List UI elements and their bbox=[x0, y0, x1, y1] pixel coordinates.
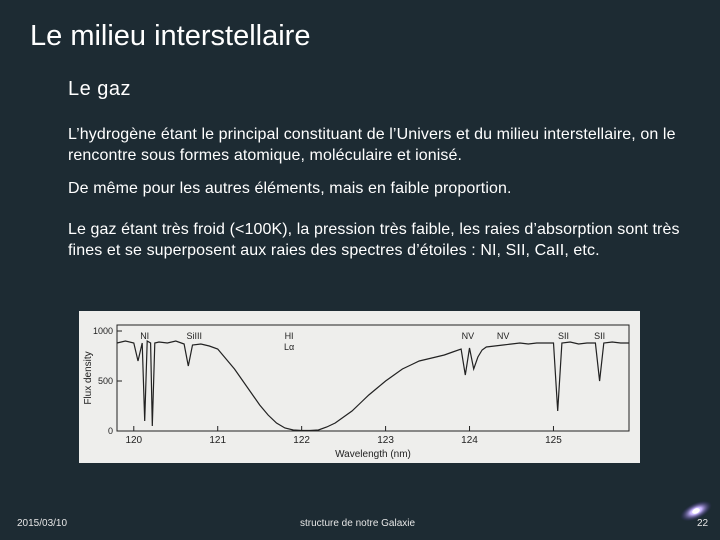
line-annotation: Lα bbox=[283, 342, 295, 352]
spectrum-figure bbox=[79, 311, 640, 463]
paragraph-other-elements: De même pour les autres éléments, mais en faible proportion. bbox=[68, 180, 512, 197]
footer-date: 2015/03/10 bbox=[17, 518, 68, 529]
line-annotation: SII bbox=[594, 331, 606, 341]
galaxy-icon bbox=[678, 497, 714, 525]
line-annotation: HI bbox=[284, 331, 294, 341]
spectrum-chart bbox=[79, 311, 640, 463]
line-annotation: NV bbox=[461, 331, 475, 341]
y-tick-label: 1000 bbox=[92, 326, 113, 336]
line-annotation: NI bbox=[140, 331, 150, 341]
x-tick-label: 120 bbox=[125, 435, 143, 446]
x-tick-label: 125 bbox=[545, 435, 562, 446]
slide-title: Le milieu interstellaire bbox=[30, 20, 311, 52]
y-tick-label: 500 bbox=[97, 376, 113, 386]
x-tick-label: 123 bbox=[377, 435, 394, 446]
line-annotation: NV bbox=[496, 331, 510, 341]
x-tick-label: 121 bbox=[209, 435, 227, 446]
line-annotation: SII bbox=[558, 331, 570, 341]
paragraph-hydrogen: L’hydrogène étant le principal constituant de l’Univers et du milieu interstellaire, on le rencontre sous formes atomique, moléculaire et ionisé. bbox=[68, 126, 676, 164]
x-tick-label: 122 bbox=[293, 435, 310, 446]
x-tick-label: 124 bbox=[461, 435, 478, 446]
x-axis-label: Wavelength (nm) bbox=[335, 449, 411, 460]
y-axis-label: Flux density bbox=[83, 351, 94, 405]
spectrum-line bbox=[117, 341, 629, 431]
slide-subtitle: Le gaz bbox=[68, 78, 132, 100]
page-number: 22 bbox=[697, 518, 709, 529]
footer-title: structure de notre Galaxie bbox=[300, 518, 416, 529]
line-annotation: SiIII bbox=[186, 331, 202, 341]
paragraph-cold-gas: Le gaz étant très froid (<100K), la pression très faible, les raies d’absorption sont très fines et se superposent aux raies des spectres d’étoiles : NI, SII, CaII, etc. bbox=[68, 221, 680, 259]
y-tick-label: 0 bbox=[107, 426, 113, 436]
